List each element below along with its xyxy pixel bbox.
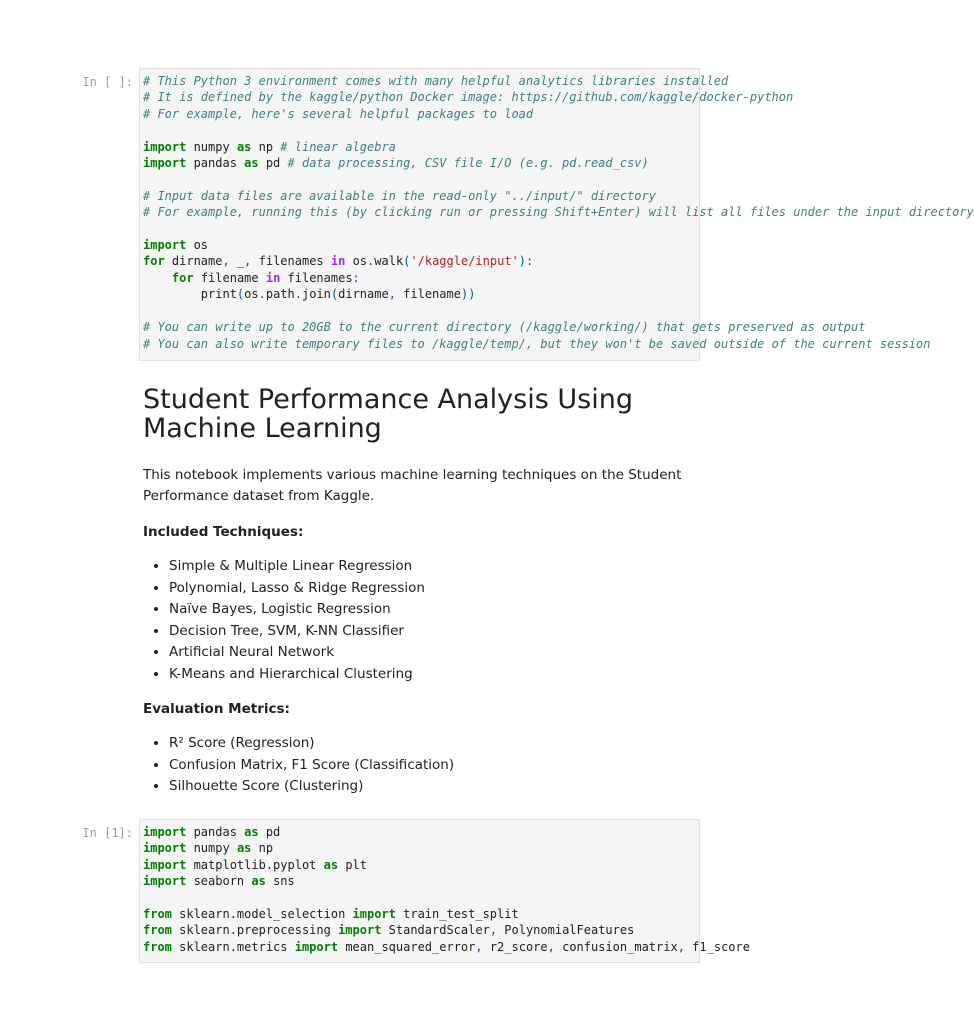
- code-token-punctuation: (: [403, 254, 411, 269]
- intro-paragraph: This notebook implements various machine learning techniques on the Student Performance dataset from Kaggle.: [143, 467, 682, 504]
- code-line: [143, 238, 208, 252]
- code-token-operator-word: in: [265, 270, 281, 285]
- code-line: [143, 205, 974, 219]
- technique-item: • Naïve Bayes, Logistic Regression: [169, 599, 703, 621]
- code-token-text: pd: [258, 825, 281, 839]
- code-token-keyword: import: [143, 857, 187, 872]
- code-token-keyword: import: [143, 825, 187, 839]
- code-token-keyword: import: [143, 874, 187, 889]
- code-token-keyword: from: [143, 923, 172, 938]
- code-token-comment: # For example, running this (by clicking run or pressing Shift+Enter) will list all files under the input directory: [143, 205, 974, 220]
- code-token-punctuation: .: [294, 287, 302, 302]
- code-token-comment: # Input data files are available in the read-only "../input/" directory: [143, 188, 656, 203]
- code-token-text: mean_squared_error: [338, 939, 476, 954]
- code-token-string: '/kaggle/input': [410, 254, 519, 269]
- code-text[interactable]: [140, 69, 974, 356]
- notebook-title: Student Performance Analysis Using Machine Learning: [143, 384, 633, 444]
- code-line: [143, 254, 533, 268]
- technique-item: • Simple & Multiple Linear Regression: [169, 556, 703, 578]
- code-token-operator-word: in: [330, 254, 346, 269]
- code-token-punctuation: (: [236, 287, 245, 302]
- cell-prompt: In [ ]:: [82, 75, 133, 89]
- code-token-text: dirname: [164, 254, 223, 269]
- code-token-comment: # For example, here's several helpful packages to load: [143, 106, 534, 121]
- code-token-text: pandas: [186, 825, 245, 839]
- code-token-punctuation: ,: [547, 939, 555, 954]
- code-token-text: [143, 271, 172, 285]
- code-line: [143, 940, 750, 954]
- code-token-keyword: import: [294, 939, 339, 954]
- metric-item: • R² Score (Regression): [169, 733, 703, 755]
- code-token-text: r2_score: [482, 939, 548, 954]
- code-editor[interactable]: [139, 819, 750, 963]
- code-token-text: dirname: [338, 287, 389, 302]
- code-token-text: confusion_matrix: [554, 939, 678, 954]
- code-line: [143, 271, 360, 285]
- code-line: [143, 841, 273, 855]
- code-token-punctuation: .: [258, 287, 266, 302]
- code-token-punctuation: :: [352, 270, 360, 285]
- code-token-keyword: as: [323, 857, 339, 872]
- code-token-punctuation: ):: [518, 254, 534, 269]
- code-token-text: numpy: [186, 841, 237, 856]
- techniques-heading: Included Techniques:: [143, 524, 304, 540]
- code-token-text: sns: [265, 874, 295, 889]
- code-token-punctuation: ,: [388, 287, 396, 302]
- markdown-cell: [143, 385, 703, 798]
- code-token-punctuation: (: [330, 287, 339, 302]
- code-token-text: filename: [193, 270, 266, 285]
- code-token-text: StandardScaler: [381, 923, 490, 938]
- code-token-text: filenames: [251, 254, 331, 269]
- code-token-text: np: [251, 139, 281, 154]
- metric-item: • Silhouette Score (Clustering): [169, 776, 703, 798]
- code-token-keyword: for: [171, 270, 194, 285]
- code-line: [143, 287, 475, 301]
- technique-item: • Polynomial, Lasso & Ridge Regression: [169, 578, 703, 600]
- code-token-punctuation: ,: [244, 254, 252, 269]
- code-token-text: pandas: [186, 156, 245, 171]
- code-line: [143, 140, 396, 154]
- code-token-text: numpy: [186, 139, 237, 154]
- code-token-text: seaborn: [186, 874, 252, 889]
- code-token-text: path: [265, 287, 295, 302]
- code-token-keyword: import: [143, 841, 187, 856]
- code-token-text: sklearn.metrics: [171, 939, 295, 954]
- code-line: [143, 189, 656, 203]
- code-line: [143, 337, 930, 351]
- code-token-comment: # linear algebra: [280, 139, 396, 154]
- code-token-text: os: [186, 238, 209, 253]
- code-line: [143, 825, 280, 839]
- code-token-text: print: [143, 287, 237, 302]
- code-line: [143, 107, 533, 121]
- technique-item: • Artificial Neural Network: [169, 642, 703, 664]
- code-line: [143, 907, 519, 921]
- code-token-keyword: import: [143, 238, 187, 253]
- cell-prompt: In [1]:: [82, 826, 133, 840]
- code-token-keyword: for: [143, 254, 165, 269]
- code-token-comment: # You can write up to 20GB to the current directory (/kaggle/working/) that gets preserved as output: [143, 320, 866, 335]
- code-token-keyword: as: [236, 139, 252, 154]
- code-token-text: filenames: [280, 270, 353, 285]
- code-token-punctuation: ,: [489, 923, 498, 938]
- metrics-list: [143, 733, 703, 798]
- code-token-text: matplotlib.pyplot: [186, 857, 324, 872]
- code-token-keyword: as: [244, 156, 259, 171]
- code-token-text: os: [244, 287, 259, 302]
- code-token-comment: # You can also write temporary files to /kaggle/temp/, but they won't be saved outside of the current session: [143, 336, 931, 351]
- code-token-text: walk: [374, 254, 404, 269]
- code-line: [143, 320, 865, 334]
- code-token-text: sklearn.preprocessing: [171, 923, 339, 938]
- code-token-punctuation: ,: [677, 939, 685, 954]
- code-token-text: os: [345, 254, 368, 269]
- code-token-punctuation: .: [367, 254, 375, 269]
- code-token-text: f1_score: [684, 939, 750, 954]
- technique-item: • K-Means and Hierarchical Clustering: [169, 664, 703, 686]
- code-token-text: filename: [395, 287, 461, 302]
- code-line: [143, 156, 649, 170]
- code-token-comment: # It is defined by the kaggle/python Docker image: https://github.com/kaggle/docker-python: [143, 90, 794, 105]
- code-token-punctuation: ,: [222, 254, 230, 269]
- code-token-punctuation: ,: [475, 939, 483, 954]
- code-token-keyword: import: [143, 156, 187, 171]
- code-token-text: sklearn.model_selection: [171, 907, 353, 922]
- code-line: [143, 923, 634, 937]
- code-token-text: PolynomialFeatures: [497, 923, 635, 938]
- code-token-text: _: [229, 254, 245, 269]
- techniques-list: [143, 556, 703, 685]
- code-token-keyword: import: [352, 907, 396, 922]
- code-token-text: plt: [338, 857, 367, 872]
- code-text[interactable]: [140, 820, 750, 959]
- code-token-punctuation: )): [460, 287, 476, 302]
- code-token-comment: # data processing, CSV file I/O (e.g. pd.read_csv): [287, 156, 649, 171]
- code-token-comment: # This Python 3 environment comes with many helpful analytics libraries installed: [143, 74, 729, 88]
- code-token-text: train_test_split: [395, 907, 519, 922]
- code-line: [143, 874, 295, 888]
- technique-item: • Decision Tree, SVM, K-NN Classifier: [169, 621, 703, 643]
- metric-item: • Confusion Matrix, F1 Score (Classification): [169, 755, 703, 777]
- code-token-text: join: [301, 287, 331, 302]
- code-token-keyword: import: [143, 139, 187, 154]
- code-token-keyword: as: [251, 874, 266, 889]
- code-token-keyword: from: [143, 907, 172, 922]
- code-token-keyword: as: [244, 825, 259, 839]
- code-editor[interactable]: [139, 68, 974, 361]
- code-token-keyword: from: [143, 939, 172, 954]
- code-line: [143, 90, 793, 104]
- code-token-text: pd: [258, 156, 288, 171]
- code-token-keyword: import: [338, 923, 382, 938]
- code-line: [143, 858, 367, 872]
- code-line: [143, 74, 728, 88]
- code-token-text: np: [251, 841, 274, 856]
- metrics-heading: Evaluation Metrics:: [143, 701, 290, 717]
- code-token-keyword: as: [236, 841, 252, 856]
